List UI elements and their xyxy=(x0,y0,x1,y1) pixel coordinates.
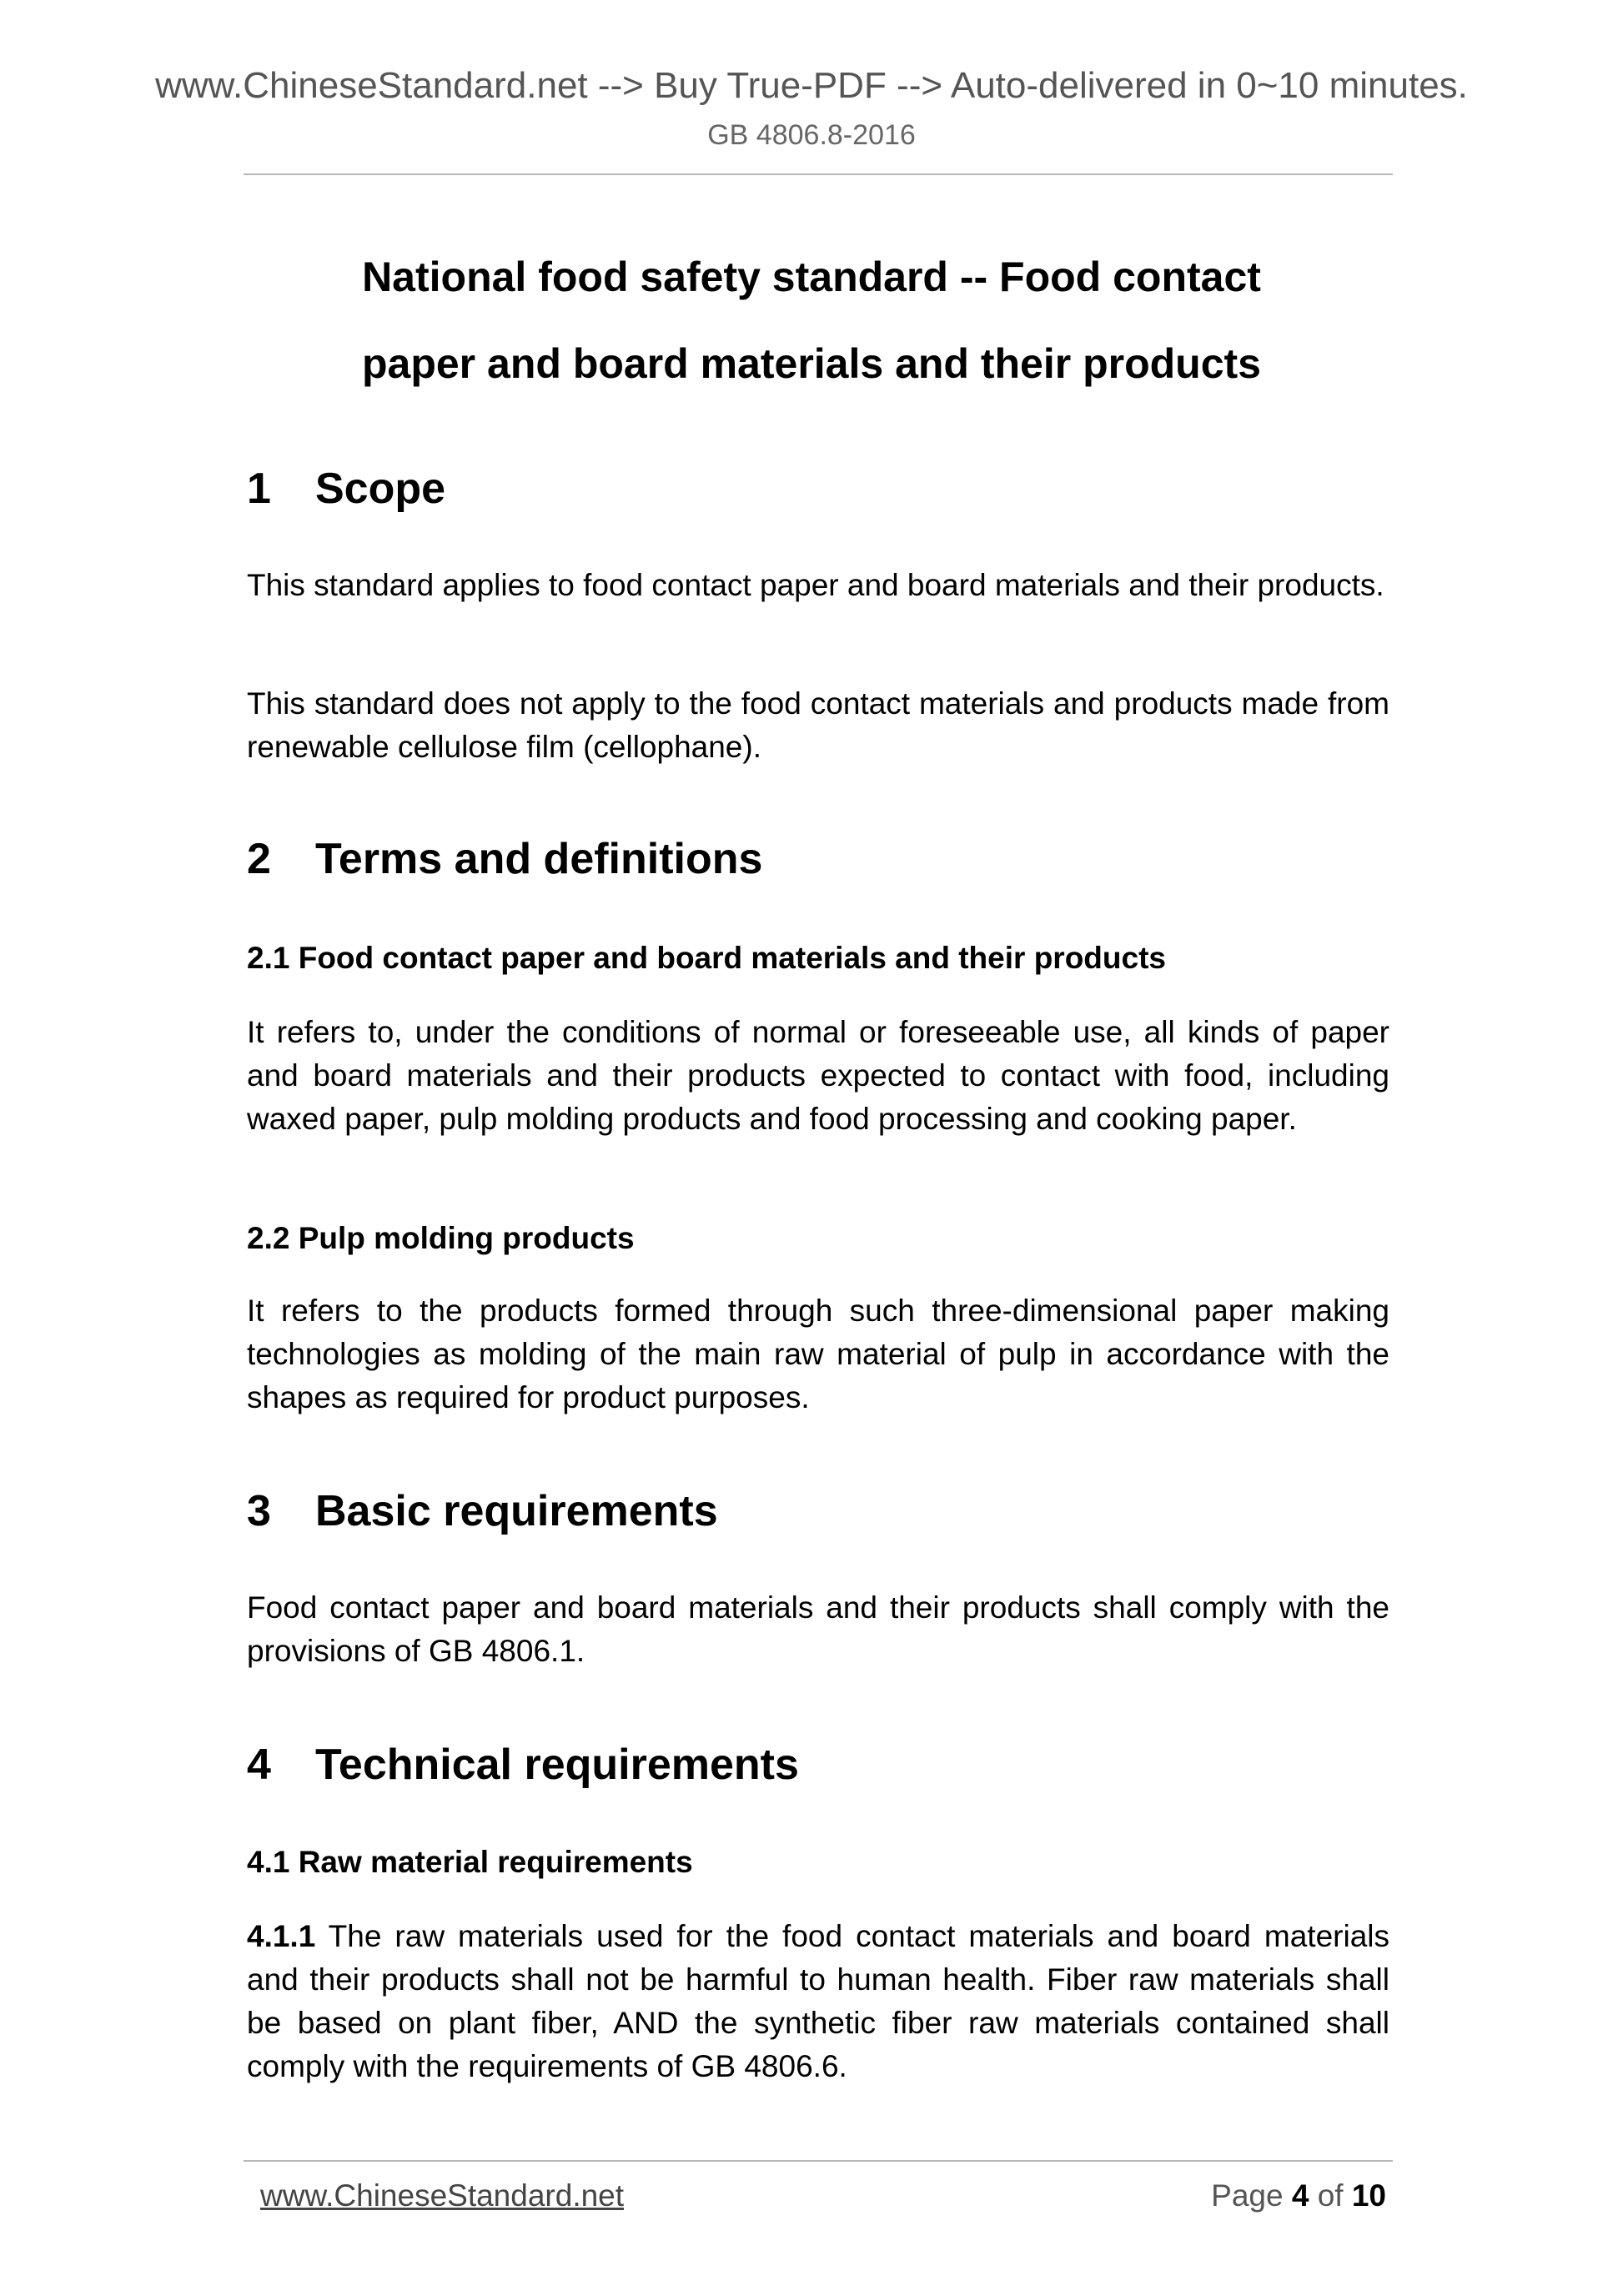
page-of: of xyxy=(1309,2178,1352,2213)
title-line-1: National food safety standard -- Food contact xyxy=(362,254,1261,300)
section-1-number: 1 xyxy=(247,465,271,513)
section-2-1-text: It refers to, under the conditions of normal or foreseeable use, all kinds of paper and board materials and their products expected to contact with food, including waxed paper, pulp molding products and food processing and cooking paper. xyxy=(247,1015,1389,1136)
section-2-heading xyxy=(247,834,762,884)
section-3-paragraph: Food contact paper and board materials and their products shall comply with the provisions of GB 4806.1. xyxy=(247,1590,1389,1668)
header-divider xyxy=(244,173,1393,175)
section-2-2-heading: 2.2 Pulp molding products xyxy=(247,1221,635,1255)
section-1-paragraph-1: This standard applies to food contact paper and board materials and their products. xyxy=(247,568,1384,602)
section-2-2-text: It refers to the products formed through such three-dimensional paper making technologies as molding of the main raw material of pulp in accordance with the shapes as required for product purposes. xyxy=(247,1294,1389,1414)
section-3-heading xyxy=(247,1486,718,1536)
section-2-1-heading: 2.1 Food contact paper and board materials and their products xyxy=(247,941,1166,975)
clause-4-1-1-text: The raw materials used for the food contact materials and board materials and their products shall not be harmful to human health. Fiber raw materials shall be based on plant fiber, AND the synthetic fiber raw materials contained shall comply with the requirements of GB 4806.6. xyxy=(247,1919,1389,2083)
section-1-paragraph-2: This standard does not apply to the food contact materials and products made from renewable cellulose film (cellophane). xyxy=(247,686,1389,764)
page-total: 10 xyxy=(1351,2178,1386,2213)
section-4-heading xyxy=(247,1740,799,1790)
document-title xyxy=(0,234,1623,407)
section-4-number: 4 xyxy=(247,1741,271,1789)
title-line-2: paper and board materials and their products xyxy=(361,340,1261,387)
clause-4-1-1 xyxy=(247,1915,1389,2088)
section-2-number: 2 xyxy=(247,835,271,883)
section-1-heading xyxy=(247,464,445,514)
section-2-title: Terms and definitions xyxy=(315,835,763,883)
standard-code: GB 4806.8-2016 xyxy=(707,119,916,151)
section-1-title: Scope xyxy=(315,465,446,513)
footer-divider xyxy=(244,2160,1393,2162)
page-prefix: Page xyxy=(1211,2178,1292,2213)
page-current: 4 xyxy=(1291,2178,1309,2213)
section-4-1-heading: 4.1 Raw material requirements xyxy=(247,1845,693,1879)
section-4-title: Technical requirements xyxy=(315,1741,799,1789)
section-3-title: Basic requirements xyxy=(315,1487,718,1535)
site-banner: www.ChineseStandard.net --> Buy True-PDF --> Auto-delivered in 0~10 minutes. xyxy=(155,65,1468,106)
clause-4-1-1-number: 4.1.1 xyxy=(247,1919,316,1953)
footer-site-link[interactable]: www.ChineseStandard.net xyxy=(260,2178,625,2213)
section-3-number: 3 xyxy=(247,1487,271,1535)
page-indicator xyxy=(1211,2178,1386,2213)
